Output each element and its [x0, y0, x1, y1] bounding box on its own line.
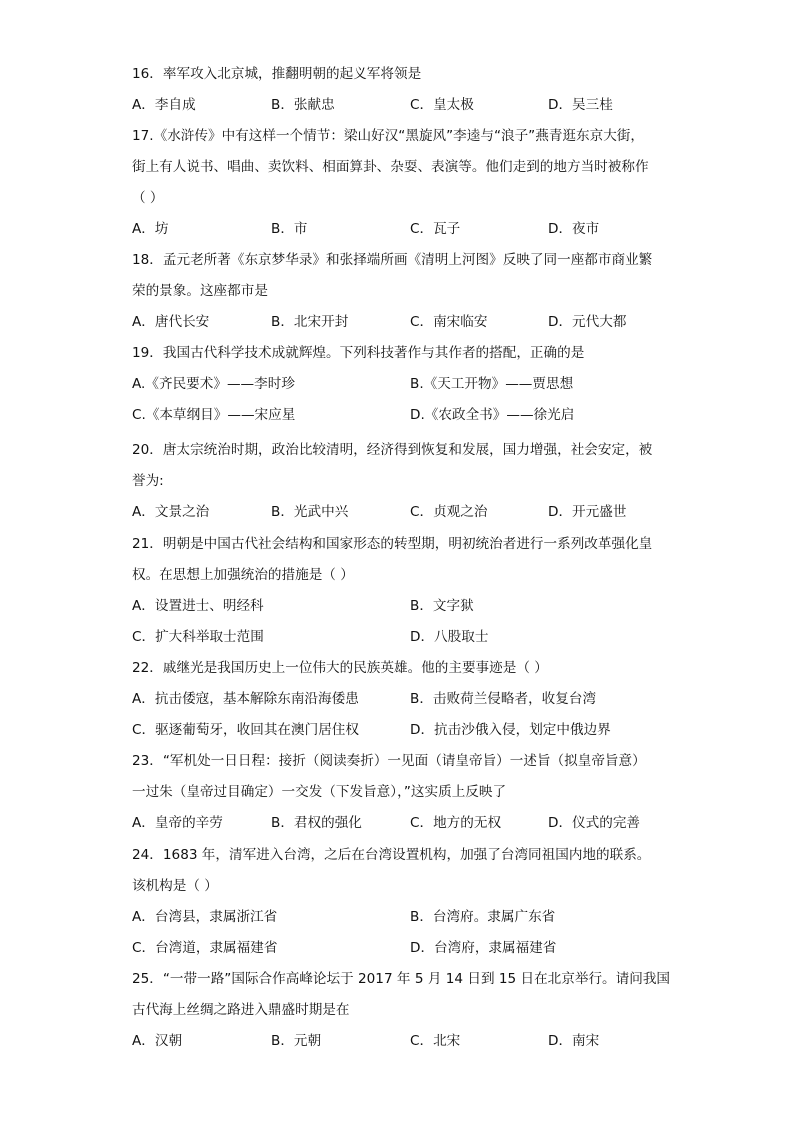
option-d[interactable]: D．抗击沙俄入侵，划定中俄边界: [410, 722, 611, 738]
option-c[interactable]: C．南宋临安: [410, 314, 488, 330]
option-d[interactable]: D．台湾府，隶属福建省: [410, 940, 557, 956]
question-19: [0, 338, 794, 431]
question-24: [0, 840, 794, 964]
option-c[interactable]: C．驱逐葡萄牙，收回其在澳门居住权: [132, 722, 359, 738]
option-d[interactable]: D．吴三桂: [548, 97, 613, 113]
option-c[interactable]: C．皇太极: [410, 97, 474, 113]
option-d[interactable]: D．南宋: [548, 1033, 600, 1049]
option-row: [0, 369, 794, 400]
option-row: [0, 622, 794, 653]
option-b[interactable]: B.《天工开物》——贾思想: [410, 376, 574, 392]
question-stem-line: 一过朱（皇帝过目确定）一交发（下发旨意），”这实质上反映了: [132, 784, 507, 800]
question-stem-line: 25．“一带一路”国际合作高峰论坛于 2017 年 5 月 14 日到 15 日在北京举行。请问我国: [132, 971, 671, 987]
option-row: [0, 214, 794, 245]
option-a[interactable]: A．皇帝的辛劳: [132, 815, 223, 831]
question-stem-line: 誉为:: [132, 473, 164, 489]
option-d[interactable]: D．夜市: [548, 221, 600, 237]
option-row: [0, 591, 794, 622]
question-stem-line: 18．孟元老所著《东京梦华录》和张择端所画《清明上河图》反映了同一座都市商业繁: [132, 252, 653, 268]
question-stem-line: 16．率军攻入北京城，推翻明朝的起义军将领是: [132, 66, 422, 82]
option-a[interactable]: A．抗击倭寇，基本解除东南沿海倭患: [132, 691, 359, 707]
question-20: [0, 435, 794, 528]
question-18: [0, 245, 794, 338]
option-b[interactable]: B．文字狱: [410, 598, 474, 614]
option-d[interactable]: D.《农政全书》——徐光启: [410, 407, 575, 423]
option-c[interactable]: C．瓦子: [410, 221, 461, 237]
option-row: [0, 902, 794, 933]
option-row: [0, 307, 794, 338]
option-a[interactable]: A．汉朝: [132, 1033, 183, 1049]
question-21: [0, 529, 794, 653]
question-stem-line: 17.《水浒传》中有这样一个情节：梁山好汉“黑旋风”李逵与“浪子”燕青逛东京大街，: [132, 128, 644, 144]
option-b[interactable]: B．市: [271, 221, 308, 237]
question-stem-line: 权。在思想上加强统治的措施是（ ）: [132, 567, 354, 583]
question-stem-line: 19．我国古代科学技术成就辉煌。下列科技著作与其作者的搭配，正确的是: [132, 345, 585, 361]
option-row: [0, 933, 794, 964]
option-b[interactable]: B．元朝: [271, 1033, 322, 1049]
option-row: [0, 808, 794, 839]
option-b[interactable]: B．北宋开封: [271, 314, 349, 330]
option-row: [0, 715, 794, 746]
option-c[interactable]: C．北宋: [410, 1033, 461, 1049]
question-stem-line: 荣的景象。这座都市是: [132, 283, 268, 299]
option-row: [0, 90, 794, 121]
option-c[interactable]: C．地方的无权: [410, 815, 502, 831]
question-stem-line: 21．明朝是中国古代社会结构和国家形态的转型期，明初统治者进行一系列改革强化皇: [132, 536, 653, 552]
question-stem-line: 24．1683 年，清军进入台湾，之后在台湾设置机构，加强了台湾同祖国内地的联系。: [132, 847, 651, 863]
option-a[interactable]: A.《齐民要术》——李时珍: [132, 376, 295, 392]
option-a[interactable]: A．设置进士、明经科: [132, 598, 264, 614]
option-a[interactable]: A．坊: [132, 221, 169, 237]
option-d[interactable]: D．开元盛世: [548, 504, 627, 520]
option-c[interactable]: C.《本草纲目》——宋应星: [132, 407, 296, 423]
question-22: [0, 653, 794, 746]
option-b[interactable]: B．击败荷兰侵略者，收复台湾: [410, 691, 597, 707]
question-stem-line: 古代海上丝绸之路进入鼎盛时期是在: [132, 1002, 350, 1018]
question-25: [0, 964, 794, 1057]
option-a[interactable]: A．唐代长安: [132, 314, 210, 330]
question-17: [0, 121, 794, 245]
question-stem-line: 20．唐太宗统治时期，政治比较清明，经济得到恢复和发展，国力增强，社会安定，被: [132, 442, 653, 458]
question-stem-line: 23．“军机处一日日程：接折（阅读奏折）一见面（请皇帝旨）一述旨（拟皇帝旨意）: [132, 753, 646, 769]
answer-blank: （ ）: [132, 190, 164, 206]
option-b[interactable]: B．台湾府。隶属广东省: [410, 909, 556, 925]
question-16: [0, 59, 794, 121]
option-d[interactable]: D．元代大都: [548, 314, 627, 330]
option-c[interactable]: C．扩大科举取士范围: [132, 629, 264, 645]
option-b[interactable]: B．君权的强化: [271, 815, 362, 831]
option-c[interactable]: C．台湾道，隶属福建省: [132, 940, 278, 956]
option-a[interactable]: A．李自成: [132, 97, 196, 113]
question-stem-line: 街上有人说书、唱曲、卖饮料、相面算卦、杂耍、表演等。他们走到的地方当时被称作: [132, 159, 649, 175]
option-b[interactable]: B．张献忠: [271, 97, 335, 113]
question-stem-line: 22．戚继光是我国历史上一位伟大的民族英雄。他的主要事迹是（ ）: [132, 660, 548, 676]
option-b[interactable]: B．光武中兴: [271, 504, 349, 520]
option-row: [0, 400, 794, 431]
option-d[interactable]: D．仪式的完善: [548, 815, 641, 831]
question-stem-line: 该机构是（ ）: [132, 878, 218, 894]
option-row: [0, 1026, 794, 1057]
question-23: [0, 746, 794, 839]
option-row: [0, 497, 794, 528]
option-a[interactable]: A．文景之治: [132, 504, 210, 520]
option-d[interactable]: D．八股取士: [410, 629, 489, 645]
option-c[interactable]: C．贞观之治: [410, 504, 488, 520]
option-a[interactable]: A．台湾县，隶属浙江省: [132, 909, 278, 925]
option-row: [0, 684, 794, 715]
